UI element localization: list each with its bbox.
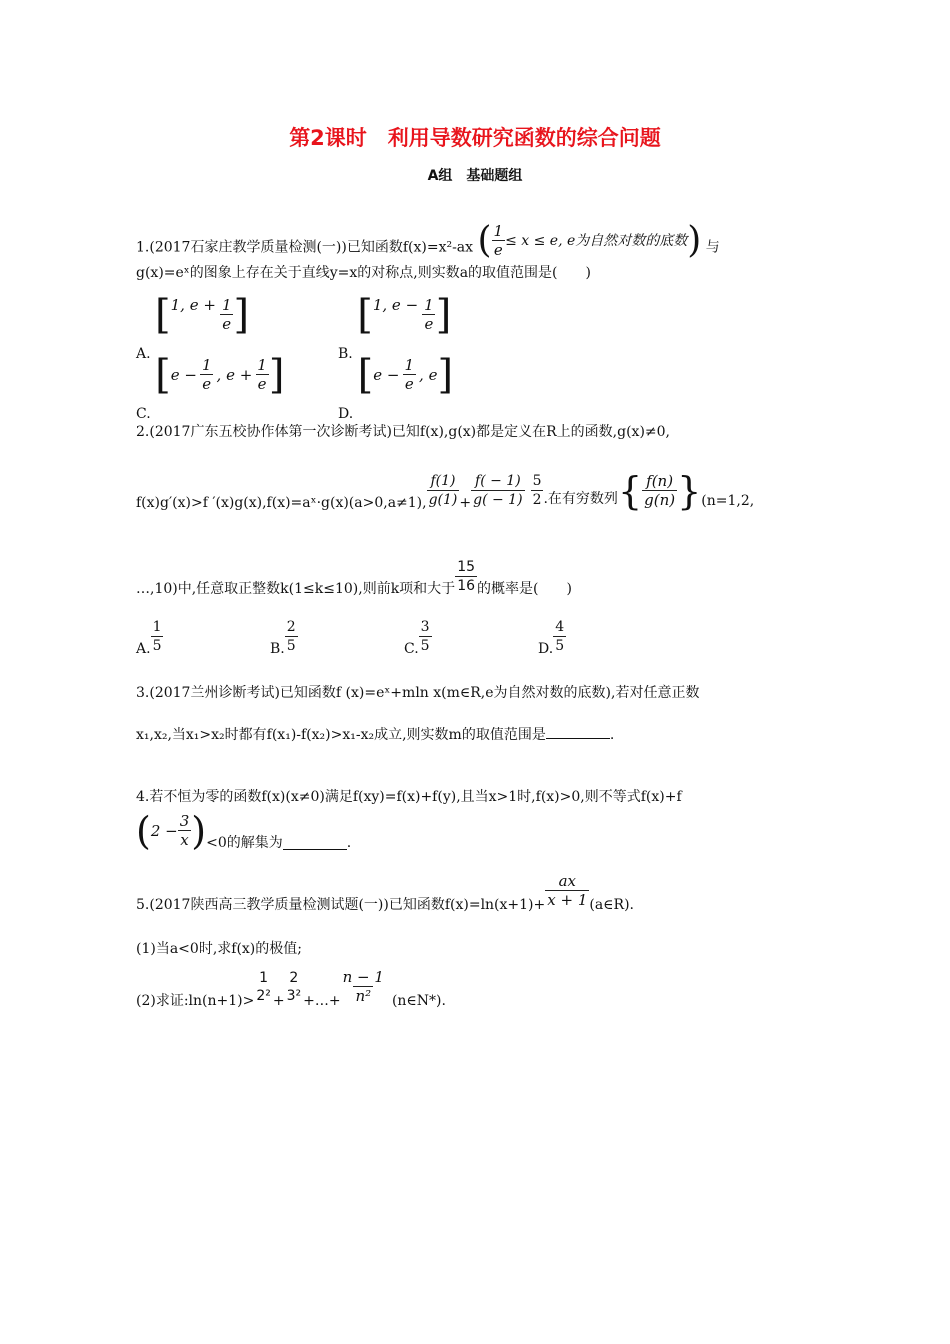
q1-option-a[interactable]: A. [ 1, e + $\frac{1}{e}$ ] xyxy=(136,291,250,362)
q5-part1: (1)当a<0时,求f(x)的极值; xyxy=(136,941,302,957)
q4-answer-blank[interactable] xyxy=(283,835,347,850)
q2-option-a[interactable]: A. $\frac{1}{5}$ xyxy=(136,619,162,657)
section-subtitle: A组 基础题组 xyxy=(427,168,523,184)
q1-option-c[interactable]: C. [ e − $\frac{1}{e}$ , e + $\frac{1}{e}$ ] xyxy=(136,351,285,422)
q4-line1: 4.若不恒为零的函数f(x)(x≠0)满足f(xy)=f(x)+f(y),且当x>1时,f(x)>0,则不等式f(x)+f xyxy=(136,789,682,805)
q5-part2: (2)求证:ln(n+1)> 1 2² + 2 3² +…+ $\frac{n - 1}{\text{n²}}$ (n∈N*). xyxy=(136,968,446,1009)
q2-option-c[interactable]: C. $\frac{3}{5}$ xyxy=(404,619,430,657)
q1-option-d[interactable]: D. [ e − $\frac{1}{e}$ , e ] xyxy=(338,351,454,422)
q2-line1: 2.(2017广东五校协作体第一次诊断考试)已知f(x),g(x)都是定义在R上的函数,g(x)≠0, xyxy=(136,424,671,440)
q5-line1: 5.(2017陕西高三教学质量检测试题(一))已知函数f(x)=ln(x+1)+ $\frac{ax}{x + 1}$ (a∈R). xyxy=(136,872,634,913)
q4-line2: ( 2 − $\frac{3}{x}$ ) <0的解集为 . xyxy=(136,808,352,853)
page-title: 第2课时 利用导数研究函数的综合问题 xyxy=(289,126,661,150)
q1-option-b[interactable]: B. [ 1, e − $\frac{1}{e}$ ] xyxy=(338,291,452,362)
q1-line2: g(x)=eˣ的图象上存在关于直线y=x的对称点,则实数a的取值范围是( ) xyxy=(136,265,591,281)
q1-condition: ( $\frac{1}{e}$ ≤ x ≤ e, e为自然对数的底数 ) xyxy=(477,219,702,261)
q2-line3: …,10)中,任意取正整数k(1≤k≤10),则前k项和大于 $\frac{15}{16}$ 的概率是( ) xyxy=(136,559,572,597)
q2-option-d[interactable]: D. $\frac{4}{5}$ xyxy=(538,619,565,657)
q3-line2: x₁,x₂,当x₁>x₂时都有f(x₁)-f(x₂)>x₁-x₂成立,则实数m的取值范围是 . xyxy=(136,724,614,744)
q2-line2: f(x)g′(x)>f ′(x)g(x),f(x)=aˣ·g(x)(a>0,a≠1), $\frac{f(1)}{g(1)}$ + $\frac{f( - 1)}{g( - 1)}$ $\frac{5}{2}$ .在有穷数列 { $\frac{f(n)}{g(n)}$ } (n=1,2, xyxy=(136,468,755,513)
q3-line1: 3.(2017兰州诊断考试)已知函数f (x)=eˣ+mln x(m∈R,e为自然对数的底数),若对任意正数 xyxy=(136,685,700,701)
q2-option-b[interactable]: B. $\frac{2}{5}$ xyxy=(270,619,296,657)
q3-answer-blank[interactable] xyxy=(546,724,610,739)
q1-line1: 1.(2017石家庄教学质量检测(一))已知函数f(x)=x²-ax ( $\frac{1}{e}$ ≤ x ≤ e, e为自然对数的底数 ) 与 xyxy=(136,219,720,261)
